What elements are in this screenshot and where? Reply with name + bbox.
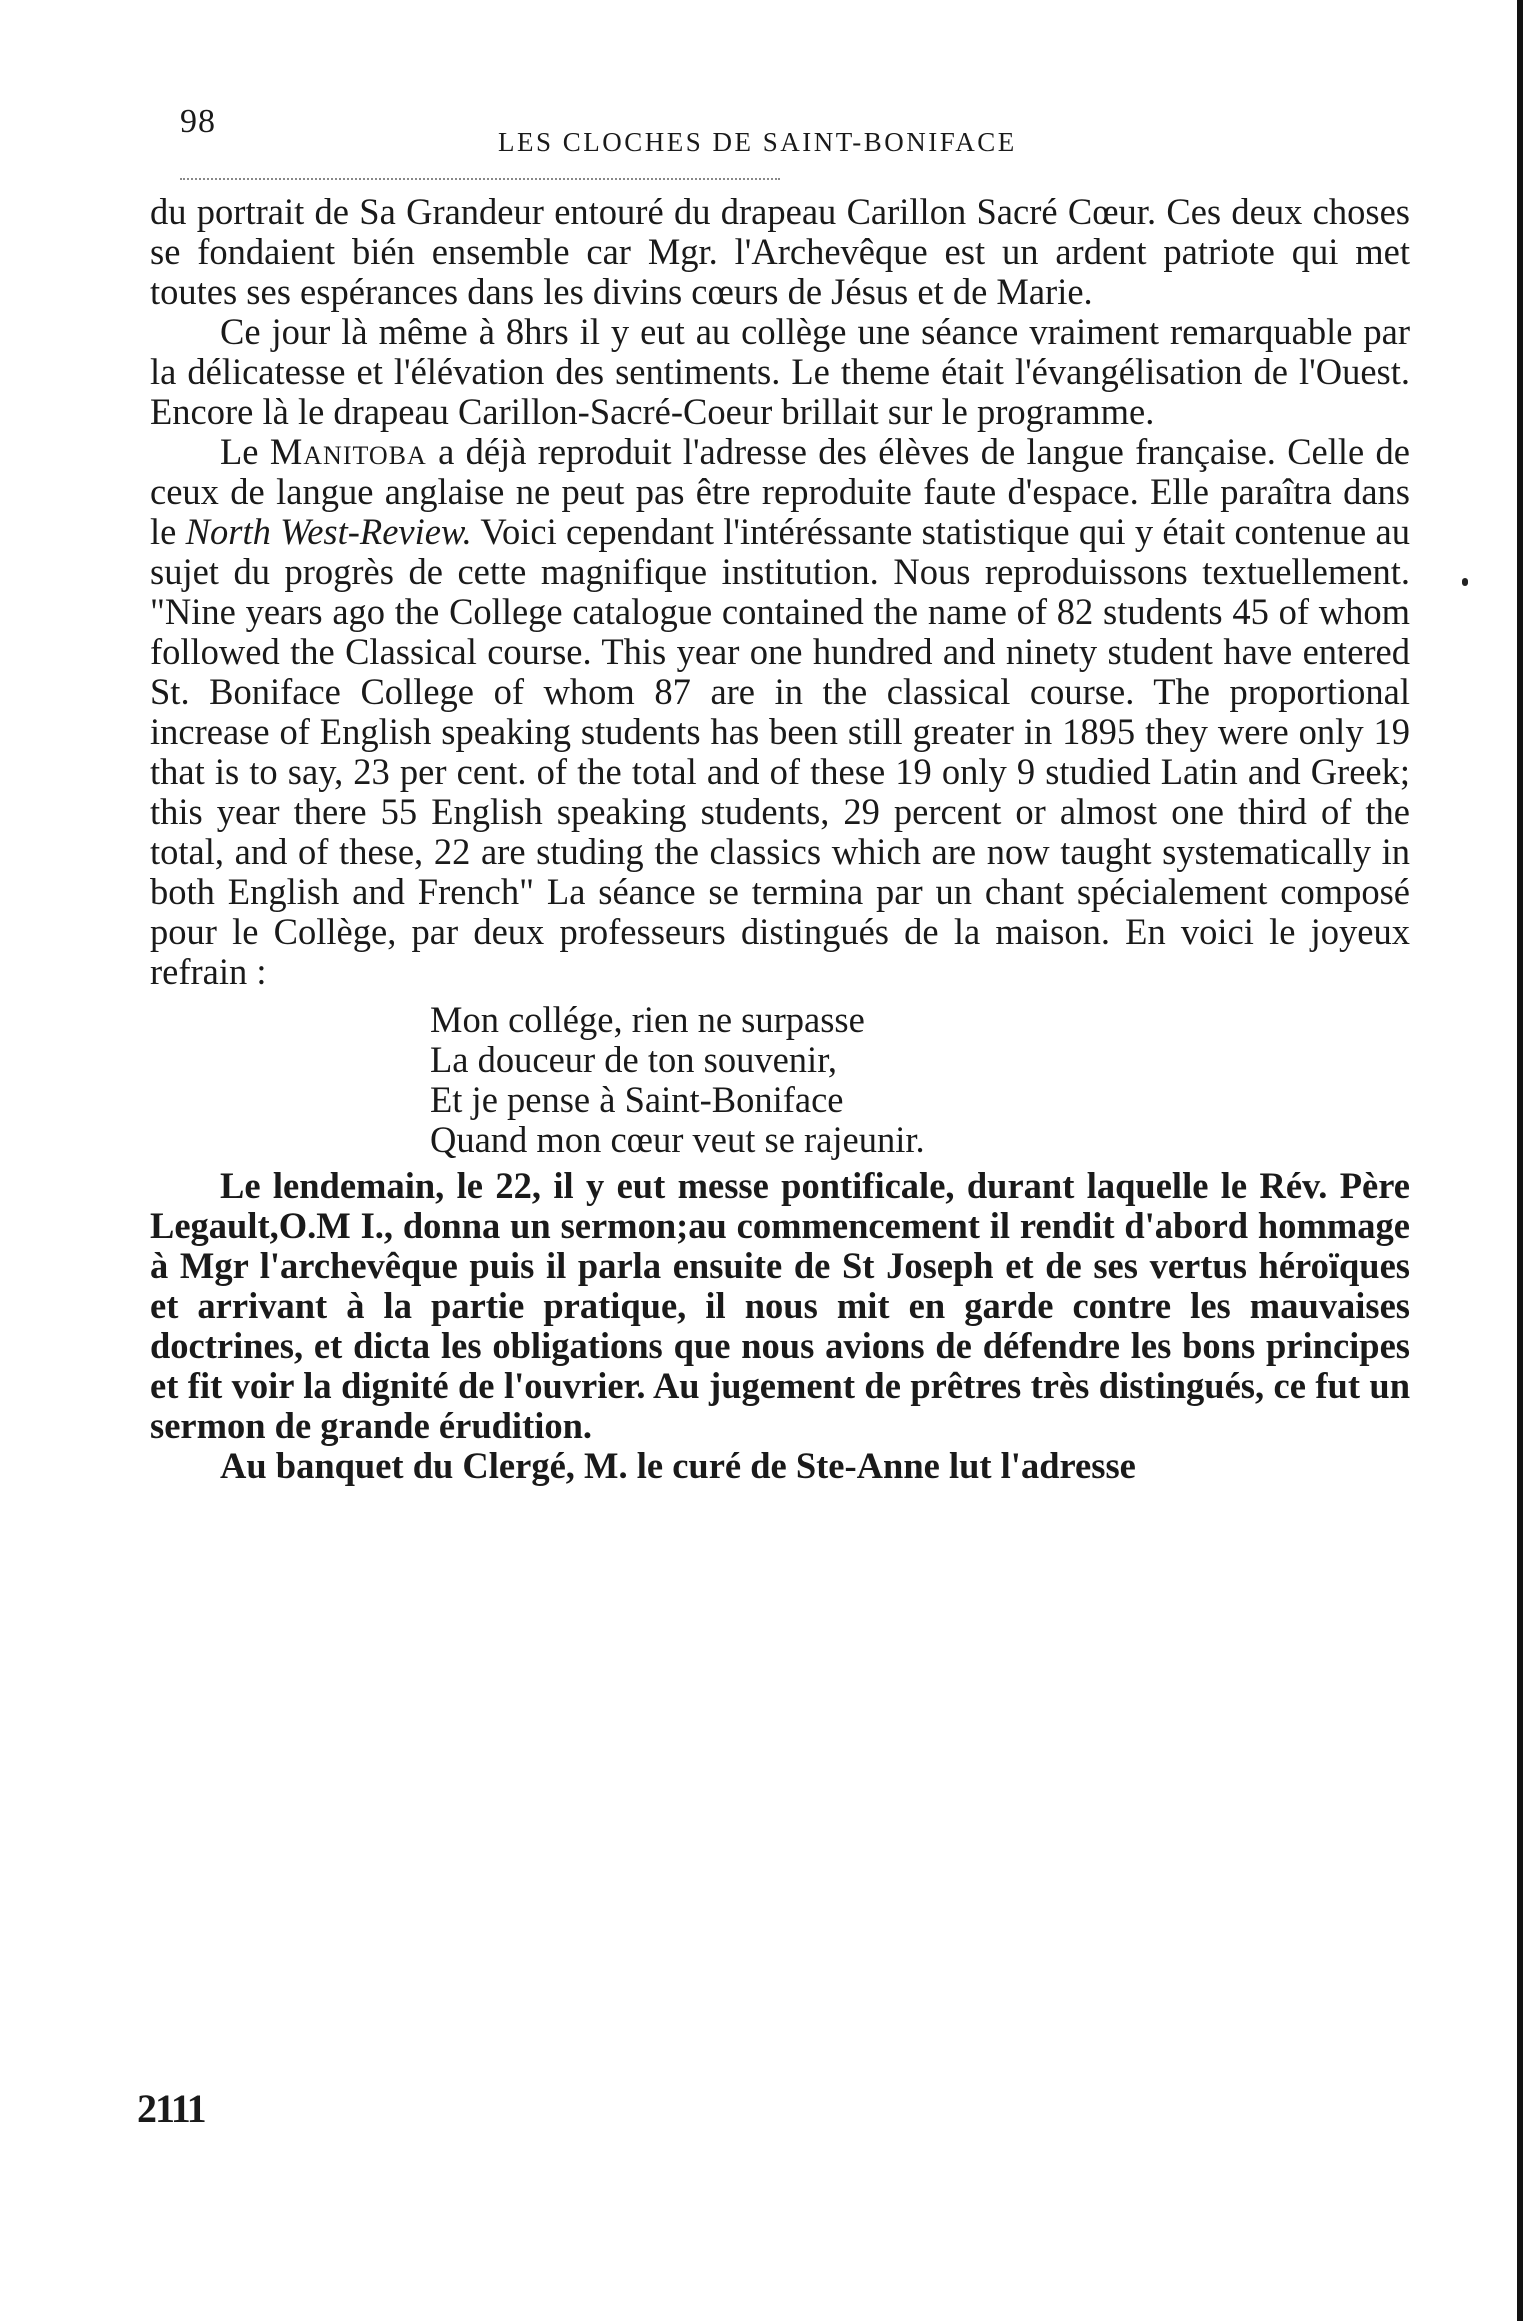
paragraph-2: Ce jour là même à 8hrs il y eut au collège une séance vraiment remarquable par la délicatesse et l'élévation des sentiments. Le theme était l'évangélisation de l'Ouest. Encore là le drapeau Carillon-Sacré-Coeur brillait sur le programme. (150, 311, 1410, 432)
paragraph-4: Le lendemain, le 22, il y eut messe pontificale, durant laquelle le Rév. Père Legault,O.M I., donna un sermon;au commencement il rendit d'abord hommage à Mgr l'archevêque puis il parla ensuite de St Joseph et de ses vertus héroïques et arrivant à la partie pratique, il nous mit en garde contre les mauvaises doctrines, et dicta les obligations que nous avions de défendre les bons principes et fit voir la dignité de l'ouvrier. Au jugement de prêtres très distingués, ce fut un sermon de grande érudition. (150, 1165, 1410, 1446)
verse-line: La douceur de ton souvenir, (430, 1039, 838, 1080)
paragraph-3-start: Le (220, 431, 259, 472)
page-number: 98 (180, 103, 216, 140)
paragraph-3 (150, 432, 1410, 992)
paragraph-5: Au banquet du Clergé, M. le curé de Ste-Anne lut l'adresse (220, 1445, 1136, 1486)
page-header (180, 95, 1180, 155)
publication-title-italic: North West-Review. (185, 511, 472, 552)
publication-name: Manitoba (269, 431, 427, 472)
scan-edge (1517, 0, 1523, 2321)
header-rule (180, 178, 780, 180)
signature-mark: 2111 (137, 2086, 205, 2131)
verse-line: Mon collége, rien ne surpasse (430, 999, 865, 1040)
paragraph-1: du portrait de Sa Grandeur entouré du drapeau Carillon Sacré Cœur. Ces deux choses se fondaient bién ensemble car Mgr. l'Archevêque est un ardent patriote qui met toutes ses espérances dans les divins cœurs de Jésus et de Marie. (150, 191, 1410, 312)
bold-section (150, 1166, 1410, 1486)
paragraph-3-end: Voici cependant l'intéréssante statistique qui y était contenue au sujet du progrès de cette magnifique institution. Nous reproduissons textuellement. "Nine years ago the College catalogue contained the name of 82 students 45 of whom followed the Classical course. This year one hundred and ninety student have entered St. Boniface College of whom 87 are in the classical course. The proportional increase of English speaking students has been still greater in 1895 they were only 19 that is to say, 23 per cent. of the total and of these 19 only 9 studied Latin and Greek; this year there 55 English speaking students, 29 percent or almost one third of the total, and of these, 22 are studing the classics which are now taught systematically in both English and French" La séance se termina par un chant spécialement composé pour le Collège, par deux professeurs distingués de la maison. En voici le joyeux refrain : (150, 511, 1410, 992)
running-title: LES CLOCHES DE SAINT-BONIFACE (498, 127, 1017, 157)
verse-line: Quand mon cœur veut se rajeunir. (430, 1119, 925, 1160)
paragraph-3-middle: a déjà reproduit l'adresse des élèves de langue française. Celle de ceux de langue anglaise ne peut pas être reproduite faute d'espace. Elle paraîtra dans le (150, 431, 1410, 552)
verse-line: Et je pense à Saint-Boniface (430, 1079, 844, 1120)
body-text (150, 192, 1410, 1486)
margin-mark (1462, 578, 1468, 586)
verse-block (430, 1000, 1410, 1160)
